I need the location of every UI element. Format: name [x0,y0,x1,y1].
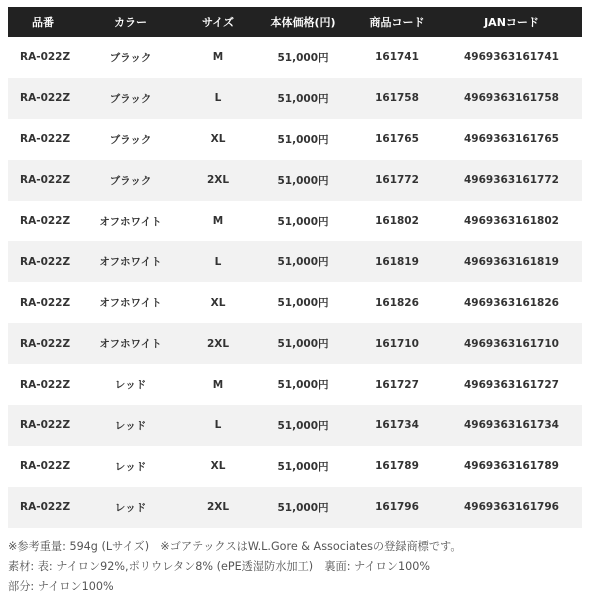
cell-color: ブラック [109,133,152,146]
header-price: 本体価格(円) [270,16,336,29]
cell-jan-code: 4969363161710 [464,337,559,350]
cell-price: 51,000円 [277,501,329,514]
cell-jan-code: 4969363161758 [464,92,559,105]
cell-part-number: RA-022Z [20,501,71,514]
cell-price: 51,000円 [277,215,329,228]
cell-jan-code: 4969363161727 [464,378,559,391]
product-notes [8,537,594,597]
cell-part-number: RA-022Z [20,174,71,187]
cell-size: XL [210,296,226,309]
cell-color: ブラック [109,92,152,105]
note-material: 素材: 表: ナイロン92%,ポリウレタン8% (ePE透湿防水加工) 裏面: ナイロン100% [8,560,430,573]
cell-jan-code: 4969363161796 [464,501,559,514]
cell-color: レッド [114,419,147,432]
cell-size: 2XL [206,337,230,350]
cell-size: L [214,419,222,432]
cell-part-number: RA-022Z [20,133,71,146]
cell-part-number: RA-022Z [20,378,71,391]
table-header-row [8,7,582,37]
table-body [8,37,582,528]
table-row [8,405,582,446]
cell-jan-code: 4969363161819 [464,255,559,268]
cell-size: XL [210,133,226,146]
cell-price: 51,000円 [277,460,329,473]
cell-price: 51,000円 [277,51,329,64]
table-row [8,160,582,201]
cell-product-code: 161796 [375,501,419,514]
cell-price: 51,000円 [277,174,329,187]
cell-jan-code: 4969363161802 [464,215,559,227]
cell-product-code: 161819 [375,255,419,268]
cell-product-code: 161710 [375,337,419,350]
cell-color: レッド [114,501,147,514]
cell-jan-code: 4969363161772 [464,174,559,187]
header-product-code: 商品コード [369,16,425,29]
cell-product-code: 161758 [375,92,419,105]
cell-price: 51,000円 [277,419,329,432]
cell-size: 2XL [206,501,230,514]
cell-jan-code: 4969363161741 [464,51,559,64]
cell-color: レッド [114,460,147,473]
cell-product-code: 161741 [375,51,419,64]
table-row [8,37,582,78]
cell-product-code: 161734 [375,419,419,432]
product-spec-table [8,7,582,528]
cell-part-number: RA-022Z [20,92,71,105]
table-row [8,364,582,405]
table-row [8,323,582,364]
cell-product-code: 161802 [375,215,419,227]
cell-jan-code: 4969363161789 [464,460,559,473]
cell-color: オフホワイト [99,215,162,228]
table-row [8,487,582,528]
cell-part-number: RA-022Z [20,215,71,227]
cell-part-number: RA-022Z [20,419,71,432]
cell-jan-code: 4969363161734 [464,419,559,432]
cell-product-code: 161765 [375,133,419,146]
cell-color: ブラック [109,51,152,64]
cell-price: 51,000円 [277,379,329,392]
cell-jan-code: 4969363161826 [464,296,559,309]
cell-price: 51,000円 [277,297,329,310]
cell-color: オフホワイト [99,256,162,269]
note-weight-trademark: ※参考重量: 594g (Lサイズ) ※ゴアテックスはW.L.Gore & Associatesの登録商標です。 [8,540,462,553]
cell-product-code: 161727 [375,378,419,391]
cell-price: 51,000円 [277,256,329,269]
cell-color: レッド [114,379,147,392]
header-jan-code: JANコード [484,16,539,29]
cell-size: L [214,255,222,268]
cell-color: オフホワイト [99,297,162,310]
table-header [8,7,582,37]
cell-part-number: RA-022Z [20,296,71,309]
table-row [8,78,582,119]
table-row [8,446,582,487]
table-row [8,201,582,242]
cell-size: XL [210,460,226,473]
table-row [8,282,582,323]
cell-jan-code: 4969363161765 [464,133,559,146]
cell-size: M [212,378,224,391]
cell-size: M [212,215,224,227]
cell-product-code: 161772 [375,174,419,187]
cell-product-code: 161826 [375,296,419,309]
cell-price: 51,000円 [277,338,329,351]
cell-price: 51,000円 [277,133,329,146]
cell-product-code: 161789 [375,460,419,473]
cell-size: M [212,51,224,64]
header-part-number: 品番 [32,16,54,29]
header-color: カラー [114,16,147,29]
note-part-material: 部分: ナイロン100% [8,580,114,593]
cell-size: L [214,92,222,105]
cell-price: 51,000円 [277,92,329,105]
cell-part-number: RA-022Z [20,51,71,64]
cell-size: 2XL [206,174,230,187]
cell-color: ブラック [109,174,152,187]
table-row [8,119,582,160]
product-spec-table-container [8,7,582,528]
header-size: サイズ [201,16,235,29]
cell-part-number: RA-022Z [20,255,71,268]
cell-part-number: RA-022Z [20,460,71,473]
cell-part-number: RA-022Z [20,337,71,350]
cell-color: オフホワイト [99,338,162,351]
table-row [8,241,582,282]
